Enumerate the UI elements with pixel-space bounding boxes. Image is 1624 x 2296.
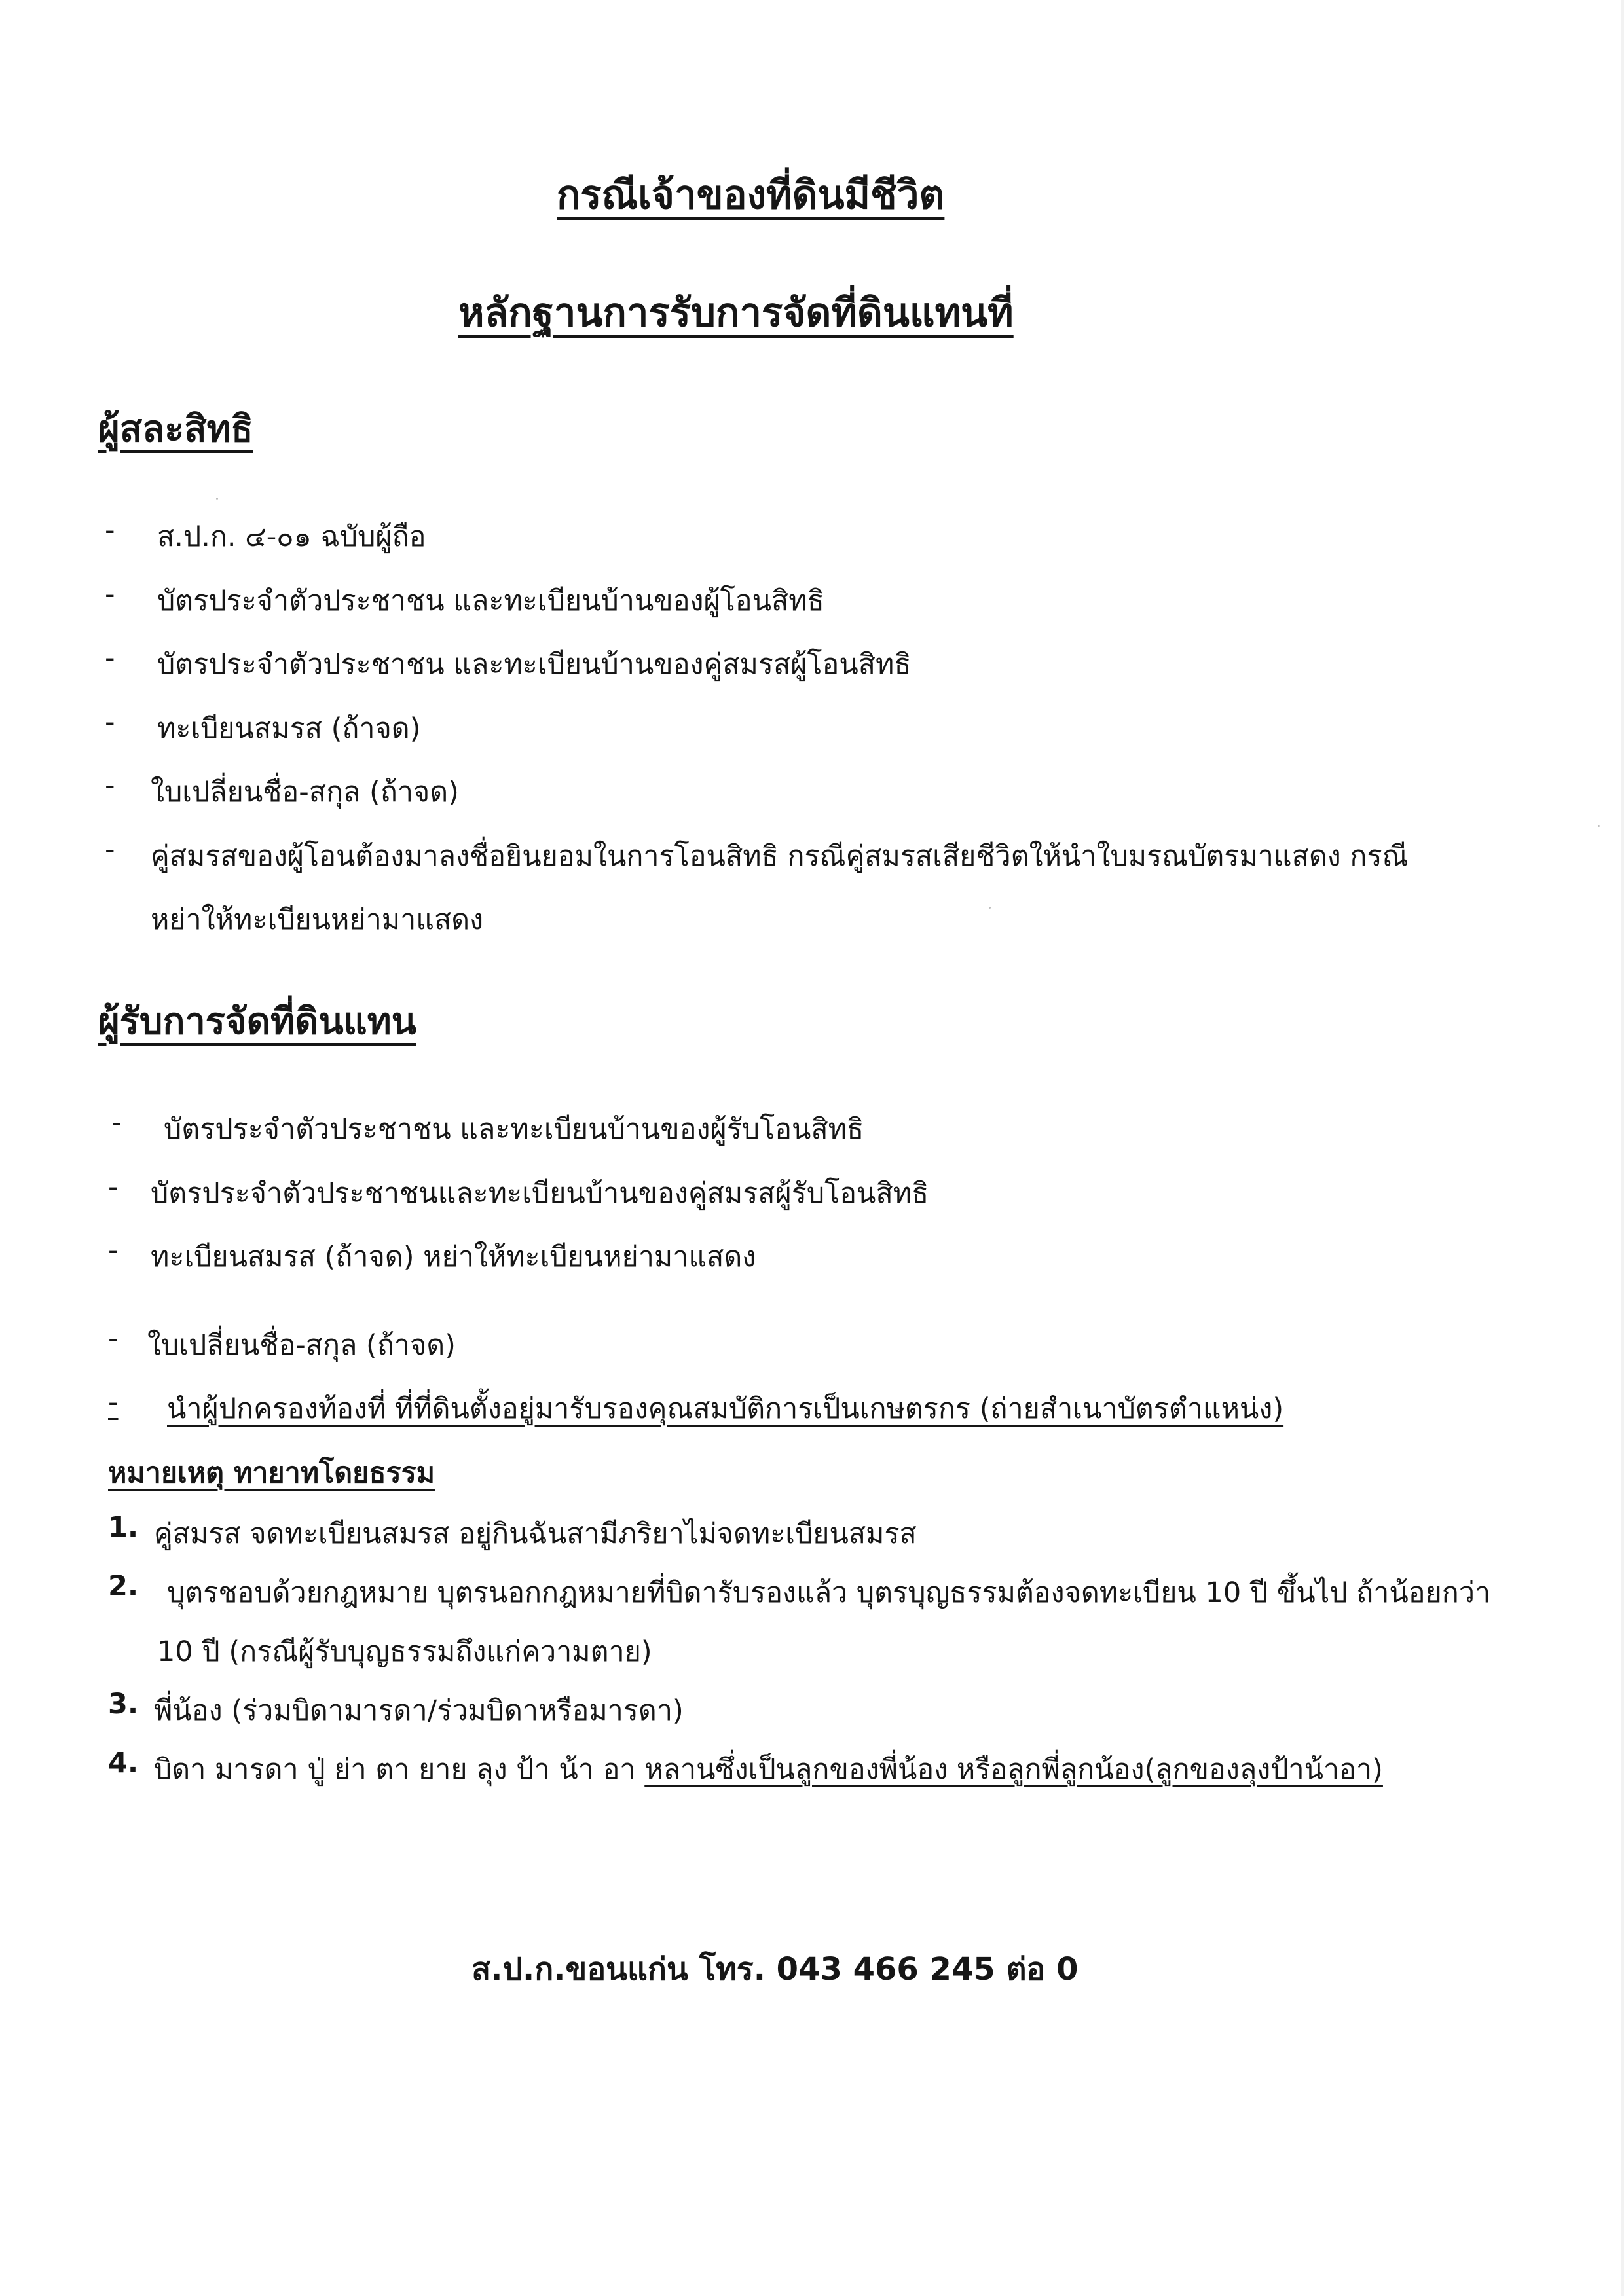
list-dash: -	[105, 514, 115, 547]
title-line-2: หลักฐานการรับการจัดที่ดินแทนที่	[458, 290, 1014, 336]
scan-edge	[1621, 0, 1624, 2296]
list-item: บุตรชอบด้วยกฎหมาย บุตรนอกกฎหมายที่บิดารับรองแล้ว บุตรบุญธรรมต้องจดทะเบียน 10 ปี ขึ้นไป ถ้าน้อยกว่า	[167, 1576, 1491, 1609]
section-heading-transferor: ผู้สละสิทธิ	[98, 408, 253, 450]
list-item: ทะเบียนสมรส (ถ้าจด)	[157, 712, 421, 745]
footer-contact: ส.ป.ก.ขอนแก่น โทร. 043 466 245 ต่อ 0	[471, 1951, 1079, 1988]
list-item: คู่สมรสของผู้โอนต้องมาลงชื่อยินยอมในการโอนสิทธิ กรณีคู่สมรสเสียชีวิตให้นำใบมรณบัตรมาแสดง กรณี	[151, 840, 1409, 873]
list-item-underlined: นำผู้ปกครองท้องที่ ที่ที่ดินตั้งอยู่มารับรองคุณสมบัติการเป็นเกษตรกร (ถ่ายสำเนาบัตรตำแหน่ง)	[167, 1393, 1284, 1425]
list-item: ส.ป.ก. ๔-๐๑ ฉบับผู้ถือ	[157, 520, 426, 553]
note-heading: หมายเหตุ ทายาทโดยธรรม	[108, 1457, 435, 1489]
list-item-text: บิดา มารดา ปู่ ย่า ตา ยาย ลุง ป้า น้า อา	[154, 1753, 645, 1786]
list-number: 3.	[108, 1688, 139, 1721]
list-item-continuation: 10 ปี (กรณีผู้รับบุญธรรมถึงแก่ความตาย)	[157, 1635, 652, 1668]
scan-speck	[1598, 825, 1600, 827]
list-item: บัตรประจำตัวประชาชน และทะเบียนบ้านของผู้โอนสิทธิ	[157, 585, 824, 617]
section-heading-recipient: ผู้รับการจัดที่ดินแทน	[98, 1000, 416, 1043]
list-dash: -	[105, 769, 115, 802]
list-item: ทะเบียนสมรส (ถ้าจด) หย่าให้ทะเบียนหย่ามาแสดง	[151, 1241, 756, 1273]
list-item: คู่สมรส จดทะเบียนสมรส อยู่กินฉันสามีภริยาไม่จดทะเบียนสมรส	[154, 1518, 917, 1550]
list-number: 4.	[108, 1747, 139, 1779]
list-item	[154, 1747, 1383, 1791]
title-line-1: กรณีเจ้าของที่ดินมีชีวิต	[557, 172, 945, 218]
list-item: บัตรประจำตัวประชาชน และทะเบียนบ้านของคู่สมรสผู้โอนสิทธิ	[157, 648, 912, 681]
list-item-continuation: หย่าให้ทะเบียนหย่ามาแสดง	[151, 903, 484, 936]
scan-speck	[989, 907, 991, 909]
list-dash: -	[105, 578, 115, 611]
list-item: บัตรประจำตัวประชาชนและทะเบียนบ้านของคู่สมรสผู้รับโอนสิทธิ	[151, 1177, 929, 1210]
list-dash: -	[111, 1106, 122, 1139]
list-dash: -	[105, 642, 115, 674]
list-item: ใบเปลี่ยนชื่อ-สกุล (ถ้าจด)	[147, 1329, 456, 1362]
list-dash: -	[108, 1322, 119, 1355]
list-dash: -	[108, 1386, 119, 1419]
list-dash: -	[105, 706, 115, 738]
list-item-underlined-text: หลานซึ่งเป็นลูกของพี่น้อง หรือลูกพี่ลูกน้อง(ลูกของลุงป้าน้าอา)	[644, 1753, 1383, 1786]
scan-speck	[216, 498, 218, 500]
list-item: บัตรประจำตัวประชาชน และทะเบียนบ้านของผู้รับโอนสิทธิ	[164, 1113, 864, 1146]
list-number: 2.	[108, 1570, 139, 1603]
list-dash: -	[108, 1234, 119, 1267]
list-number: 1.	[108, 1511, 139, 1544]
list-item: พี่น้อง (ร่วมบิดามารดา/ร่วมบิดาหรือมารดา)	[154, 1694, 684, 1727]
list-dash: -	[108, 1171, 119, 1203]
list-dash: -	[105, 833, 115, 866]
list-item: ใบเปลี่ยนชื่อ-สกุล (ถ้าจด)	[151, 776, 459, 809]
